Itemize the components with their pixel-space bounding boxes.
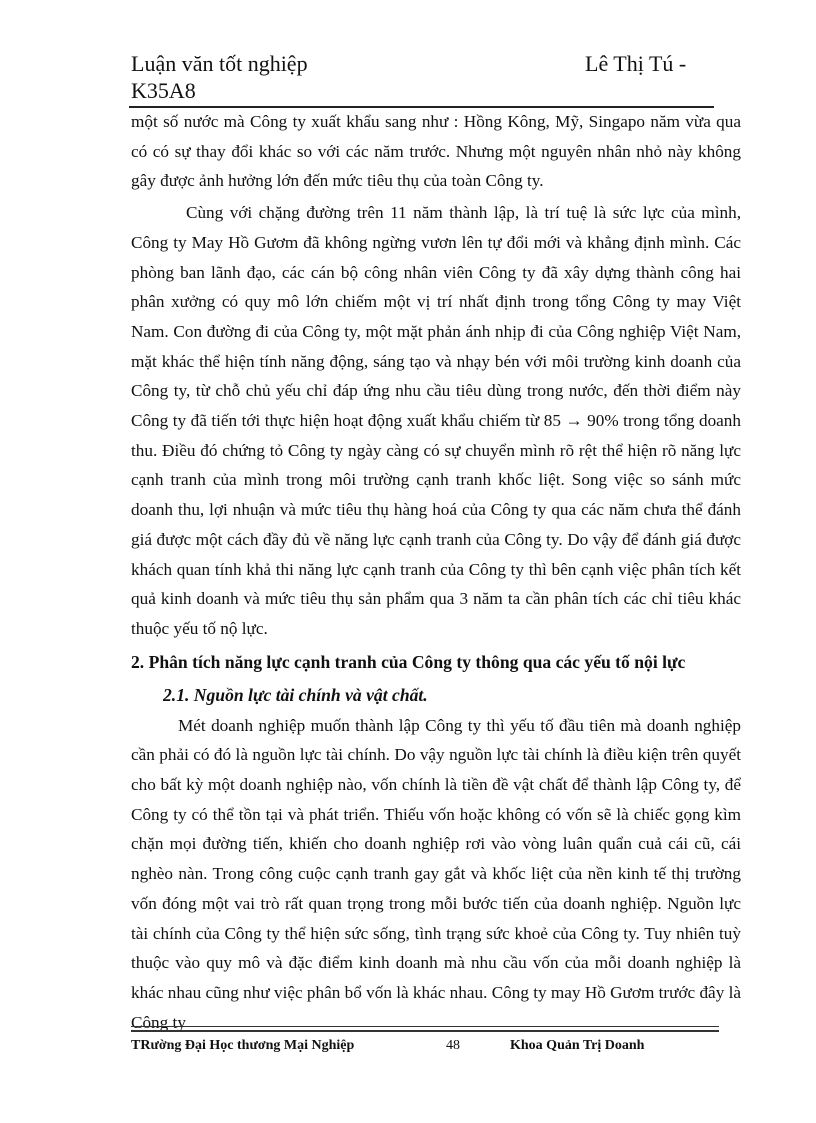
footer-divider-thick [131,1030,719,1032]
header-class-code: K35A8 [131,78,196,103]
footer-faculty: Khoa Quản Trị Doanh [510,1038,645,1053]
header-thesis-title: Luận văn tốt nghiệp [131,51,308,76]
footer-university: TRường Đại Học thương Mại Nghiệp [131,1038,355,1053]
paragraph-3: Mét doanh nghiệp muốn thành lập Công ty thì yếu tố đầu tiên mà doanh nghiệp cần phải có đó là nguồn lực tài chính. Do vậy nguồn lực tài chính là điều kiện trên quyết cho bất kỳ một doanh nghiệp nào, vốn chính là tiền đề vật chất để thành lập Công ty, để Công ty có thể tồn tại và phát triển. Thiếu vốn hoặc không có vốn sẽ là chiếc gọng kìm chặn mọi đường tiến, khiến cho doanh nghiệp rơi vào vòng luân quẩn cuả cái cũ, cái nghèo nàn. Trong công cuộc cạnh tranh gay gắt và khốc liệt của nền kinh tế thị trường vốn đóng một vai trò rất quan trọng trong mỗi bước tiến của doanh nghiệp. Nguồn lực tài chính của Công ty thể hiện sức sống, tình trạng sức khoẻ của Công ty. Tuy nhiên tuỳ thuộc vào quy mô và đặc điểm kinh doanh mà nhu cầu vốn của mỗi doanh nghiệp là khác nhau cũng như việc phân bổ vốn là khác nhau. Công ty may Hồ Gươm trước đây là Công ty [131,715,741,1032]
header-author-name: Lê Thị Tú - [585,51,687,76]
section-heading-2: 2. Phân tích năng lực cạnh tranh của Công ty thông qua các yếu tố nội lực [131,651,686,672]
paragraph-2: Cùng với chặng đường trên 11 năm thành lập, là trí tuệ là sức lực của mình, Công ty May Hồ Gươm đã không ngừng vươn lên tự đổi mới và khẳng định mình. Các phòng ban lãnh đạo, các cán bộ công nhân viên Công ty đã xây dựng thành công hai phân xưởng có quy mô lớn chiếm một vị trí nhất định trong tổng Công ty may Việt Nam. Con đường đi của Công ty, một mặt phản ánh nhịp đi của Công nghiệp Việt Nam, mặt khác thể hiện tính năng động, sáng tạo và nhạy bén với môi trường kinh doanh của Công ty, từ chỗ chủ yếu chỉ đáp ứng nhu cầu tiêu dùng trong nước, đến thời điểm này Công ty đã tiến tới thực hiện hoạt động xuất khẩu chiếm từ 85 → 90% trong tổng doanh thu. Điều đó chứng tỏ Công ty ngày càng có sự chuyển mình rõ rệt thể hiện rõ năng lực cạnh tranh của mình trong môi trường cạnh tranh khốc liệt. Song việc so sánh mức doanh thu, lợi nhuận và mức tiêu thụ hàng hoá của Công ty qua các năm chưa thể đánh giá được một cách đầy đủ về năng lực cạnh tranh của Công ty. Do vậy để đánh giá được khách quan tính khả thi năng lực cạnh tranh của Công ty thì bên cạnh việc phân tích kết quả kinh doanh và mức tiêu thụ sản phẩm qua 3 năm ta cần phân tích các chỉ tiêu khác thuộc yếu tố nộ lực. [131,203,741,638]
page-number: 48 [446,1038,460,1053]
subsection-heading-2-1: 2.1. Nguồn lực tài chính và vật chất. [163,684,428,705]
paragraph-1: một số nước mà Công ty xuất khẩu sang như : Hồng Kông, Mỹ, Singapo năm vừa qua có có sự thay đổi khác so với các năm trước. Nhưng một nguyên nhân nhỏ này không gây được ảnh hưởng lớn đến mức tiêu thụ của toàn Công ty. [131,112,741,191]
footer-divider-thin [131,1026,719,1027]
document-body [131,107,741,1037]
